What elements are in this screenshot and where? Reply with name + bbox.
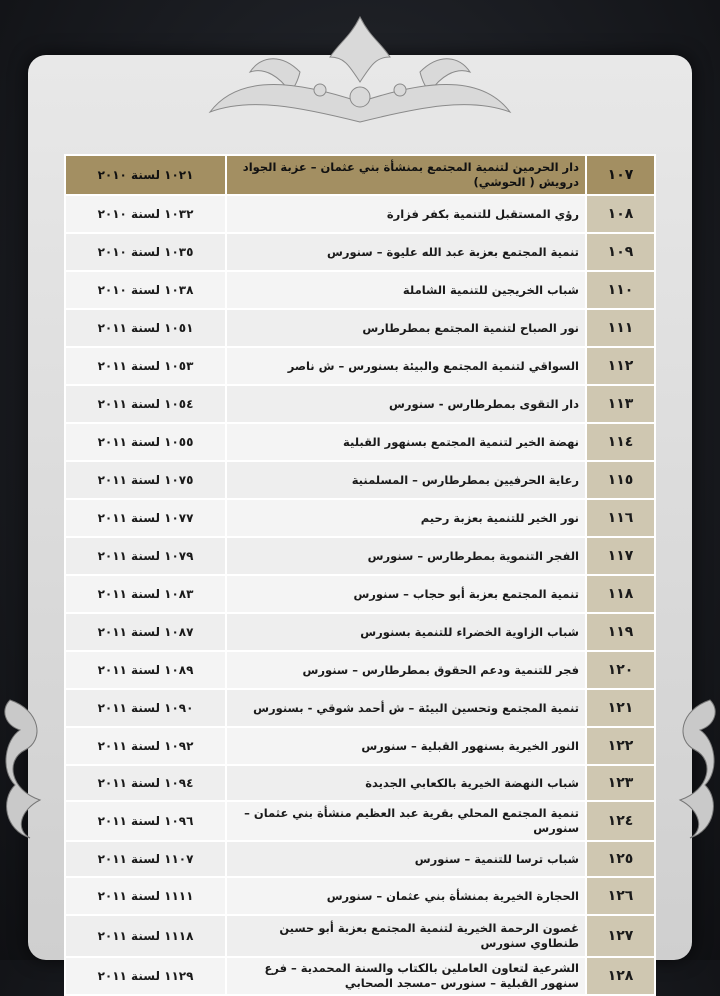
registration-number: ١١١١ لسنة ٢٠١١ <box>65 877 226 915</box>
association-name: تنمية المجتمع وتحسين البيئة – ش أحمد شوقي - بسنورس <box>226 689 586 727</box>
registration-number: ١٠٨٣ لسنة ٢٠١١ <box>65 575 226 613</box>
table-row <box>65 423 655 461</box>
association-name: رؤي المستقبل للتنمية بكفر فزارة <box>226 195 586 233</box>
table-row <box>65 499 655 537</box>
row-number: ١١٠ <box>586 271 655 309</box>
table-row <box>65 841 655 877</box>
row-number: ١٢٨ <box>586 957 655 995</box>
association-name: شباب الزاوية الخضراء للتنمية بسنورس <box>226 613 586 651</box>
association-name: الشرعية لتعاون العاملين بالكتاب والسنة المحمدية – فرع سنهور القبلية – سنورس –مسجد الصحابي <box>226 957 586 995</box>
row-number: ١٢١ <box>586 689 655 727</box>
registration-number: ١٠٧٧ لسنة ٢٠١١ <box>65 499 226 537</box>
association-name: تنمية المجتمع بعزبة أبو حجاب – سنورس <box>226 575 586 613</box>
row-number: ١١٧ <box>586 537 655 575</box>
row-number: ١١٦ <box>586 499 655 537</box>
registration-number: ١٠٧٥ لسنة ٢٠١١ <box>65 461 226 499</box>
table-row <box>65 309 655 347</box>
row-number: ١٢٠ <box>586 651 655 689</box>
table-row <box>65 689 655 727</box>
registration-number: ١٠٧٩ لسنة ٢٠١١ <box>65 537 226 575</box>
registration-number: ١١١٨ لسنة ٢٠١١ <box>65 915 226 957</box>
association-name: شباب ترسا للتنمية – سنورس <box>226 841 586 877</box>
registration-number: ١٠٩٤ لسنة ٢٠١١ <box>65 765 226 801</box>
row-number: ١١٤ <box>586 423 655 461</box>
association-name: النور الخيرية بسنهور القبلية – سنورس <box>226 727 586 765</box>
registration-number: ١٠٣٥ لسنة ٢٠١٠ <box>65 233 226 271</box>
registration-number: ١٠٣٨ لسنة ٢٠١٠ <box>65 271 226 309</box>
association-name: رعاية الحرفيين بمطرطارس – المسلمنية <box>226 461 586 499</box>
ornamental-crest-icon <box>180 12 540 132</box>
association-name: شباب النهضة الخيرية بالكعابي الجديدة <box>226 765 586 801</box>
registration-number: ١٠٣٢ لسنة ٢٠١٠ <box>65 195 226 233</box>
row-number: ١١٨ <box>586 575 655 613</box>
table-row <box>65 461 655 499</box>
registration-number: ١٠٩٠ لسنة ٢٠١١ <box>65 689 226 727</box>
table-row <box>65 537 655 575</box>
left-scroll-ornament-icon <box>0 690 60 840</box>
row-number: ١١٥ <box>586 461 655 499</box>
table-row <box>65 613 655 651</box>
row-number: ١٢٧ <box>586 915 655 957</box>
association-name: فجر للتنمية ودعم الحقوق بمطرطارس – سنورس <box>226 651 586 689</box>
table-row <box>65 385 655 423</box>
row-number: ١٠٩ <box>586 233 655 271</box>
table-row <box>65 765 655 801</box>
row-number: ١١٣ <box>586 385 655 423</box>
row-number: ١٢٥ <box>586 841 655 877</box>
registration-number: ١٠٥٥ لسنة ٢٠١١ <box>65 423 226 461</box>
association-name: السواقي لتنمية المجتمع والبيئة بسنورس – ش ناصر <box>226 347 586 385</box>
table-row <box>65 233 655 271</box>
association-name: الحجارة الخيرية بمنشأة بني عثمان – سنورس <box>226 877 586 915</box>
table-row <box>65 801 655 841</box>
registration-number: ١١٢٩ لسنة ٢٠١١ <box>65 957 226 995</box>
association-name: تنمية المجتمع المحلي بقرية عبد العظيم منشأة بني عثمان – سنورس <box>226 801 586 841</box>
table-row <box>65 877 655 915</box>
table-row <box>65 271 655 309</box>
table-row <box>65 347 655 385</box>
table-row <box>65 155 655 195</box>
association-name: غصون الرحمة الخيرية لتنمية المجتمع بعزبة أبو حسين طنطاوي سنورس <box>226 915 586 957</box>
association-name: دار التقوى بمطرطارس - سنورس <box>226 385 586 423</box>
association-name: الفجر التنموية بمطرطارس – سنورس <box>226 537 586 575</box>
registration-number: ١٠٥١ لسنة ٢٠١١ <box>65 309 226 347</box>
association-name: نهضة الخير لتنمية المجتمع بسنهور القبلية <box>226 423 586 461</box>
registration-number: ١٠٩٦ لسنة ٢٠١١ <box>65 801 226 841</box>
association-name: تنمية المجتمع بعزبة عبد الله عليوة – سنورس <box>226 233 586 271</box>
registration-number: ١١٠٧ لسنة ٢٠١١ <box>65 841 226 877</box>
right-scroll-ornament-icon <box>660 690 720 840</box>
association-name: شباب الخريجين للتنمية الشاملة <box>226 271 586 309</box>
registration-number: ١٠٢١ لسنة ٢٠١٠ <box>65 155 226 195</box>
table-row <box>65 575 655 613</box>
registration-number: ١٠٨٧ لسنة ٢٠١١ <box>65 613 226 651</box>
row-number: ١٠٨ <box>586 195 655 233</box>
registration-number: ١٠٨٩ لسنة ٢٠١١ <box>65 651 226 689</box>
table-row <box>65 727 655 765</box>
table-row <box>65 957 655 995</box>
row-number: ١١٢ <box>586 347 655 385</box>
table-row <box>65 915 655 957</box>
row-number: ١٢٤ <box>586 801 655 841</box>
registration-number: ١٠٩٢ لسنة ٢٠١١ <box>65 727 226 765</box>
row-number: ١١٩ <box>586 613 655 651</box>
association-name: دار الحرمين لتنمية المجتمع بمنشأة بني عثمان – عزبة الجواد درويش ( الحوشي) <box>226 155 586 195</box>
row-number: ١٠٧ <box>586 155 655 195</box>
association-name: نور الصباح لتنمية المجتمع بمطرطارس <box>226 309 586 347</box>
registration-number: ١٠٥٣ لسنة ٢٠١١ <box>65 347 226 385</box>
row-number: ١٢٣ <box>586 765 655 801</box>
registration-number: ١٠٥٤ لسنة ٢٠١١ <box>65 385 226 423</box>
table-row <box>65 195 655 233</box>
registry-table <box>64 154 656 996</box>
table-row <box>65 651 655 689</box>
row-number: ١٢٢ <box>586 727 655 765</box>
row-number: ١١١ <box>586 309 655 347</box>
row-number: ١٢٦ <box>586 877 655 915</box>
association-name: نور الخير للتنمية بعزبة رحيم <box>226 499 586 537</box>
